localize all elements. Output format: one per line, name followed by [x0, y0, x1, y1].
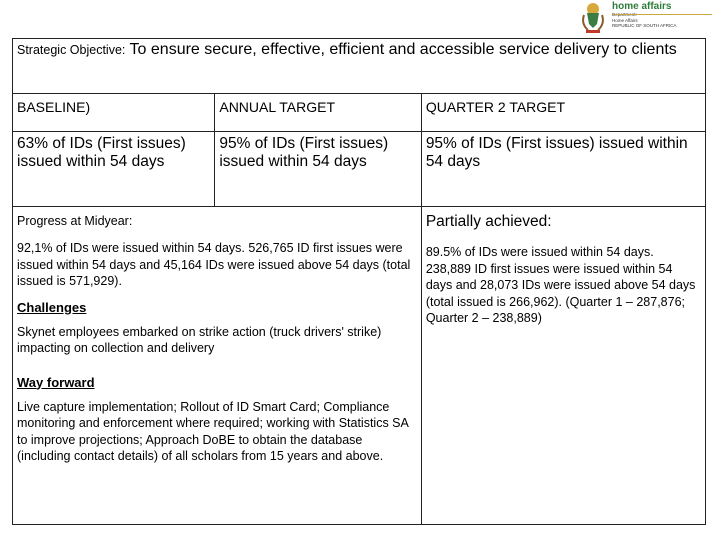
challenges-heading: Challenges	[17, 299, 87, 315]
targets-row	[13, 132, 706, 207]
quarter-2-target-header: QUARTER 2 TARGET	[421, 94, 705, 132]
way-forward-heading: Way forward	[17, 374, 95, 390]
status-detail: 89.5% of IDs were issued within 54 days. 238,889 ID first issues were issued within 54 days and 28,073 IDs were issued above 54 days (total issued is 266,962). (Quarter 1 – 287,876; Quarter 2 – 238,889)	[425, 245, 696, 325]
objective-label: Strategic Objective:	[17, 43, 126, 57]
home-affairs-logo	[578, 0, 720, 36]
coat-of-arms-icon	[578, 0, 608, 34]
objective-row	[13, 39, 706, 94]
header-row	[13, 94, 706, 132]
challenges-text: Skynet employees embarked on strike action (truck drivers' strike) impacting on collection and delivery	[17, 324, 382, 355]
progress-row	[13, 207, 706, 525]
logo-line: REPUBLIC OF SOUTH AFRICA	[612, 23, 677, 28]
progress-summary: 92,1% of IDs were issued within 54 days. 526,765 ID first issues were issued within 54 days and 45,164 IDs were issued above 54 days (total issued is 571,929).	[17, 241, 411, 288]
way-forward-text: Live capture implementation; Rollout of ID Smart Card; Compliance monitoring and enforcement where required; working with Statistics SA to improve projections; Approach DoBE to obtain the database (including contact details) of all scholars from 15 years and above.	[17, 399, 409, 463]
progress-title: Progress at Midyear:	[17, 214, 133, 228]
baseline-header: BASELINE)	[13, 94, 215, 132]
logo-brand: home affairs	[612, 1, 672, 12]
objective-table	[12, 38, 706, 525]
baseline-value: 63% of IDs (First issues) issued within 54 days	[13, 132, 215, 207]
objective-text: To ensure secure, effective, efficient and accessible service delivery to clients	[125, 41, 677, 58]
status-cell	[421, 207, 705, 525]
quarter-2-target-value: 95% of IDs (First issues) issued within 54 days	[421, 132, 705, 207]
progress-cell	[13, 207, 422, 525]
logo-line: Home Affairs	[612, 17, 638, 23]
logo-divider	[612, 14, 712, 15]
annual-target-value: 95% of IDs (First issues) issued within 54 days	[215, 132, 421, 207]
strategic-objective-cell	[13, 39, 706, 94]
annual-target-header: ANNUAL TARGET	[215, 94, 421, 132]
status-label: Partially achieved:	[425, 213, 552, 230]
